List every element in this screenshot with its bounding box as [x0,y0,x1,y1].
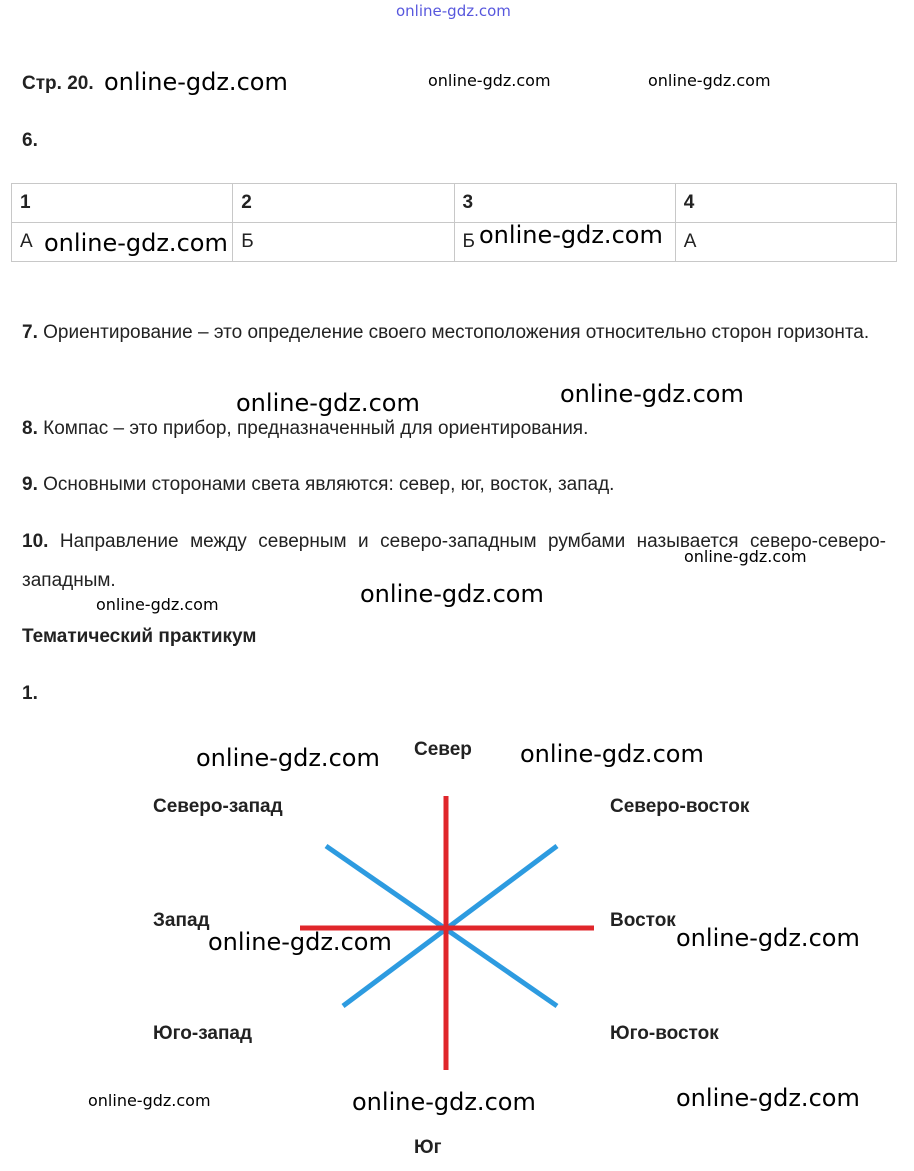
direction-west-label: Запад [153,910,210,931]
watermark: online-gdz.com [208,928,392,956]
table-cell: Б [454,223,675,262]
task6-number: 6. [22,130,38,151]
watermark: online-gdz.com [196,744,380,772]
direction-south-label: Юг [414,1137,442,1158]
watermark: online-gdz.com [479,221,663,249]
task7-number: 7. [22,322,38,343]
direction-northeast-label: Северо-восток [610,796,750,817]
page-heading: Стр. 20. [22,73,94,94]
direction-east-label: Восток [610,910,676,931]
task9-text: Основными сторонами света являются: север, юг, восток, запад. [43,474,615,495]
watermark: online-gdz.com [676,1084,860,1112]
watermark-top: online-gdz.com [396,2,511,20]
task8-number: 8. [22,418,38,439]
watermark: online-gdz.com [236,389,420,417]
watermark: online-gdz.com [352,1088,536,1116]
direction-northwest-label: Северо-запад [153,796,283,817]
watermark: online-gdz.com [44,229,228,257]
watermark: online-gdz.com [684,547,807,566]
table-header-cell: 1 [12,184,233,223]
direction-southeast-label: Юго-восток [610,1023,719,1044]
watermark: online-gdz.com [428,71,551,90]
task9-number: 9. [22,474,38,495]
watermark: online-gdz.com [96,595,219,614]
table-header-cell: 3 [454,184,675,223]
practicum-number: 1. [22,683,38,704]
table-cell: А [675,223,896,262]
watermark: online-gdz.com [676,924,860,952]
table-header-cell: 4 [675,184,896,223]
table-header-cell: 2 [233,184,454,223]
watermark: online-gdz.com [520,740,704,768]
watermark: online-gdz.com [560,380,744,408]
direction-north-label: Север [414,739,472,760]
watermark: online-gdz.com [648,71,771,90]
table-cell: Б [233,223,454,262]
task10-number: 10. [22,531,49,552]
watermark: online-gdz.com [104,68,288,96]
task8-text: Компас – это прибор, предназначенный для ориентирования. [43,418,589,439]
task7-text: Ориентирование – это определение своего местоположения относительно сторон горизонта. [43,322,870,343]
watermark: online-gdz.com [360,580,544,608]
task10-text: Направление между северным и северо-западным румбами называется северо-северо-западным. [22,531,886,591]
table-cell: А [12,223,233,262]
practicum-title: Тематический практикум [22,626,257,647]
watermark: online-gdz.com [88,1091,211,1110]
direction-southwest-label: Юго-запад [153,1023,253,1044]
